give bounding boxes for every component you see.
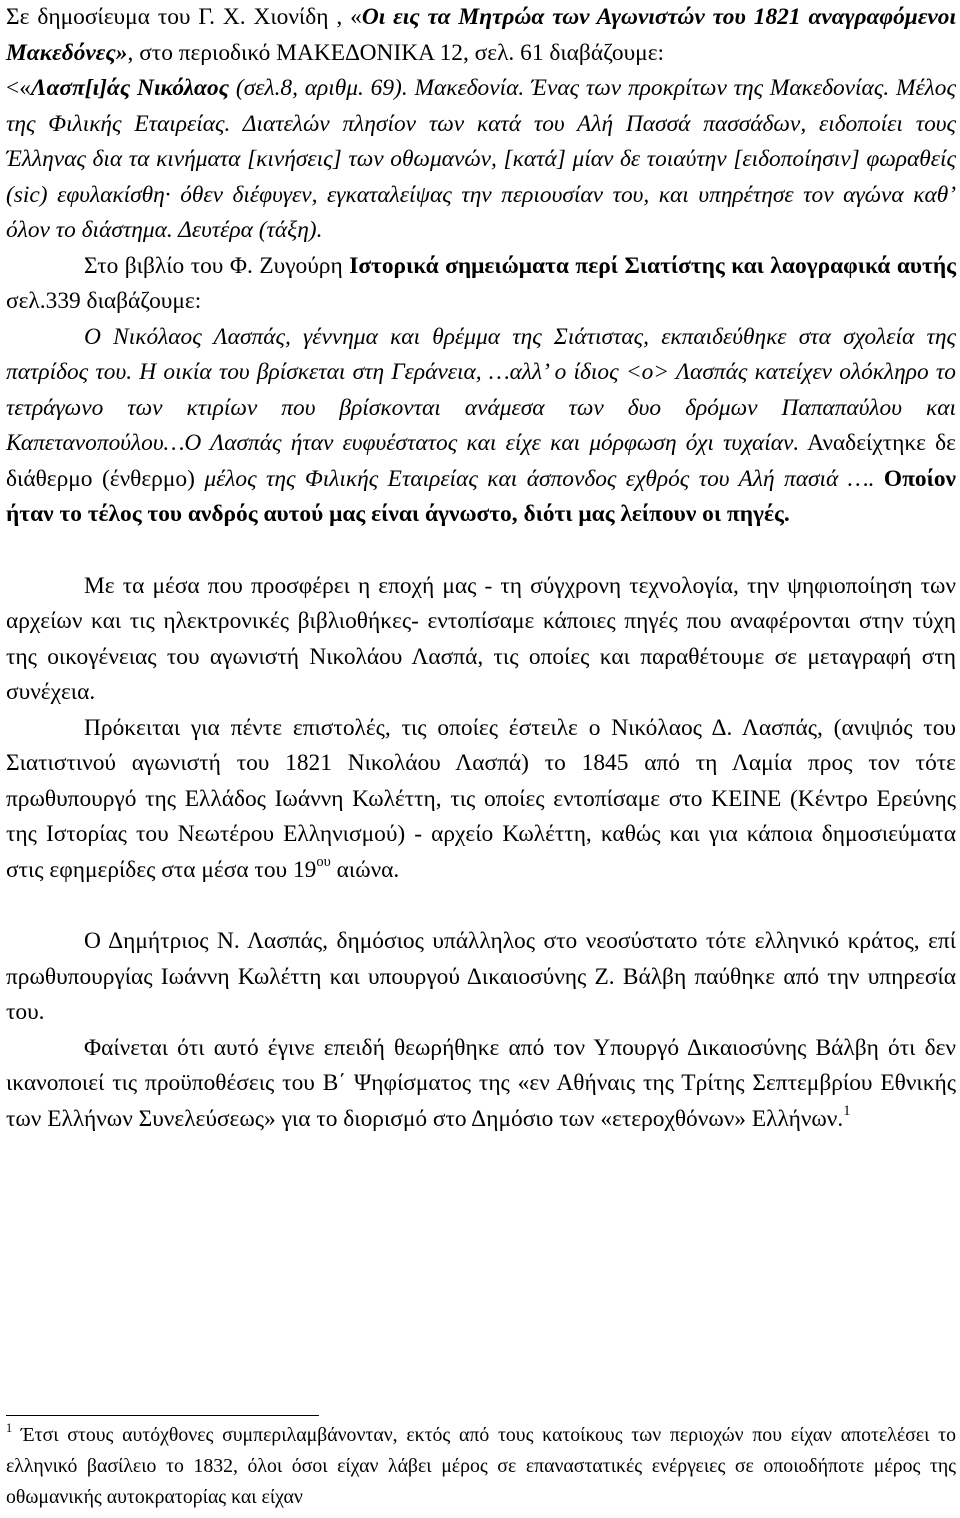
quote: Ο Νικόλαος Λασπάς, γέννημα και θρέμμα της Σιάτιστας, εκπαιδεύθηκε στα σχολεία της πατρίδος του. Η οικία του βρίσκεται στη Γεράνεια, …αλλ’ ο ίδιος <ο> Λασπάς κατείχεν ολόκληρο το τετράγωνο των κτιρίων που βρίσκονται ανάμεσα των δυο δρόμων Παπαπαύλου και Καπετανοπούλου…Ο Λασπάς ήταν ευφυέστατος και είχε και μόρφωση όχι τυχαίαν. [6, 323, 956, 456]
quote: Διατελών πλησίον των κατά του Αλή Πασσά πασσάδων, ειδοποίει τους Έλληνας δια τα κινήματα [κινήσεις] των οθωμανών, [κατά] μίαν δε τοιαύτην [ειδοποίησιν] φωραθείς (sic) εφυλακίσθη· όθεν διέφυγεν, εγκαταλείψας την περιουσίαν του, και υπηρέτησε τον αγώνα καθ’ όλον το διάστημα. Δευτέρα (τάξη). [6, 110, 956, 243]
footnote [6, 1420, 956, 1513]
footnote-ref: 1 [843, 1102, 851, 1119]
book-title: Ιστορικά σημειώματα περί Σιατίστης και λαογραφικά αυτής [349, 252, 956, 279]
text: , στο περιοδικό ΜΑΚΕΔΟΝΙΚΑ 12, σελ. 61 διαβάζουμε: [127, 39, 665, 66]
text: <« [6, 75, 31, 101]
entry-name: Λασπ[ι]άς Νικόλαος [30, 75, 230, 101]
text: Φαίνεται ότι αυτό έγινε επειδή θεωρήθηκε από τον Υπουργό Δικαιοσύνης Βάλβη ότι δεν ικανοποιεί τις προϋποθέσεις του Β΄ Ψηφίσματος της «εν Αθήναις της Τρίτης Σεπτεμβρίου Εθνικής των Ελλήνων Συνελεύσεως» για το διορισμό στο Δημόσιο των «ετεροχθόνων» Ελλήνων. [6, 1034, 956, 1132]
paragraph-dimitrios [6, 924, 956, 1031]
quote-bold: Οποίον ήταν το τέλος του ανδρός αυτού μας είναι άγνωστο, διότι μας λείπουν οι πηγές. [6, 465, 956, 527]
text: Στο βιβλίο του Φ. Ζυγούρη [84, 252, 350, 279]
paragraph-letters [6, 711, 956, 889]
footnote-divider [6, 1415, 319, 1416]
text: αιώνα. [330, 856, 400, 883]
paragraph-zygouris [6, 249, 956, 320]
paragraph-valvis [6, 1031, 956, 1138]
quote: μέλος της Φιλικής Εταιρείας και άσπονδος εχθρός του Αλή πασιά …. [204, 465, 875, 492]
text: Ο Δημήτριος Ν. Λασπάς, δημόσιος υπάλληλος στο νεοσύστατο τότε ελληνικό κράτος, επί πρωθυπουργίας Ιωάννη Κωλέττη και υπουργού Δικαιοσύνης Ζ. Βάλβη παύθηκε από την υπηρεσία του. [6, 928, 956, 1025]
paragraph-chionidis [6, 0, 956, 249]
text: Αναδείχτηκε δε διάθερμο (ένθερμο) [6, 430, 957, 492]
document-page [6, 0, 956, 1137]
paragraph-zygouris-quote [6, 320, 956, 533]
paragraph-sources [6, 569, 956, 711]
text: Πρόκειται για πέντε επιστολές, τις οποίες έστειλε ο Νικόλαος Δ. Λασπάς, (ανιψιός του Σιατιστινού αγωνιστή του 1821 Νικολάου Λασπά) το 1845 από τη Λαμία προς τον τότε πρωθυπουργό της Ελλάδος Ιωάννη Κωλέττη, τις οποίες εντοπίσαμε στο ΚΕΙΝΕ (Κέντρο Ερεύνης της Ιστορίας του Νεωτέρου Ελληνισμού) - αρχείο Κωλέττη, καθώς και για κάποια δημοσιεύματα στις εφημερίδες στα μέσα του 19 [6, 714, 956, 883]
footnote-number: 1 [6, 1420, 13, 1435]
superscript: ου [316, 853, 331, 870]
article-title: Οι εις τα Μητρώα των Αγωνιστών του 1821 αναγραφόμενοι Μακεδόνες» [6, 4, 956, 66]
text: (σελ.8, αριθμ. 69). Μακεδονία. Ένας των προκρίτων της Μακεδονίας. Μέλος της Φιλικής Εταιρείας. [6, 75, 956, 137]
text: σελ.339 διαβάζουμε: [6, 288, 202, 314]
footnote-text: Έτσι στους αυτόχθονες συμπεριλαμβάνονταν, εκτός από τους κατοίκους των περιοχών που είχαν αποτελέσει το ελληνικό βασίλειο το 1832, όλοι όσοι είχαν λάβει μέρος σε επαναστατικές ενέργειες σε οποιοδήποτε μέρος της οθωμανικής αυτοκρατορίας και είχαν [6, 1424, 956, 1508]
text: Σε δημοσίευμα του Γ. Χ. Χιονίδη , « [6, 4, 362, 30]
text: Με τα μέσα που προσφέρει η εποχή μας - τη σύγχρονη τεχνολογία, την ψηφιοποίηση των αρχείων και τις ηλεκτρονικές βιβλιοθήκες- εντοπίσαμε κάποιες πηγές που αναφέρονται στην τύχη της οικογένειας του αγωνιστή Νικολάου Λασπά, τις οποίες και παραθέτουμε σε μεταγραφή στη συνέχεια. [6, 572, 956, 705]
